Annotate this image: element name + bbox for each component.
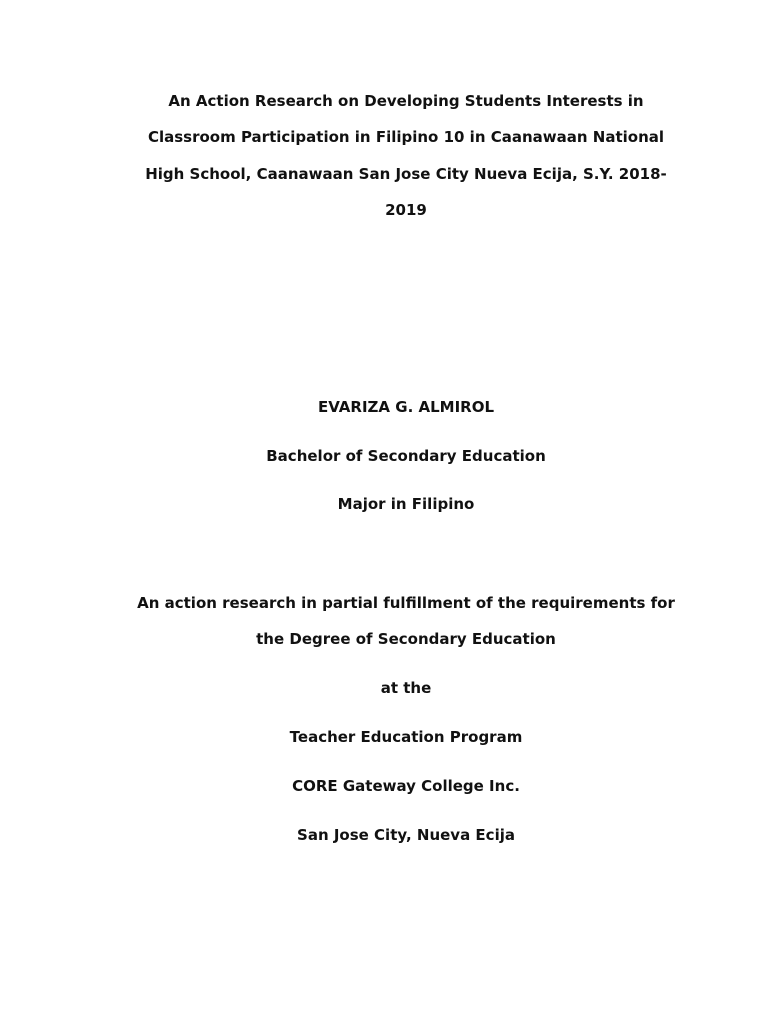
program-name: Teacher Education Program	[289, 728, 523, 746]
title-line-1: An Action Research on Developing Students Interests in	[168, 92, 644, 110]
location: San Jose City, Nueva Ecija	[297, 826, 515, 844]
author-name: EVARIZA G. ALMIROL	[317, 398, 495, 416]
major: Major in Filipino	[337, 495, 475, 513]
degree: Bachelor of Secondary Education	[266, 447, 546, 465]
title-line-2: Classroom Participation in Filipino 10 in Caanawaan National	[147, 128, 665, 146]
at-the: at the	[380, 679, 432, 697]
title-line-4: 2019	[385, 201, 427, 219]
college-name: CORE Gateway College Inc.	[292, 777, 520, 795]
fulfillment-line-1: An action research in partial fulfillment of the requirements for	[137, 594, 675, 612]
fulfillment-line-2: the Degree of Secondary Education	[256, 630, 556, 648]
title-line-3: High School, Caanawaan San Jose City Nueva Ecija, S.Y. 2018-	[145, 165, 667, 183]
